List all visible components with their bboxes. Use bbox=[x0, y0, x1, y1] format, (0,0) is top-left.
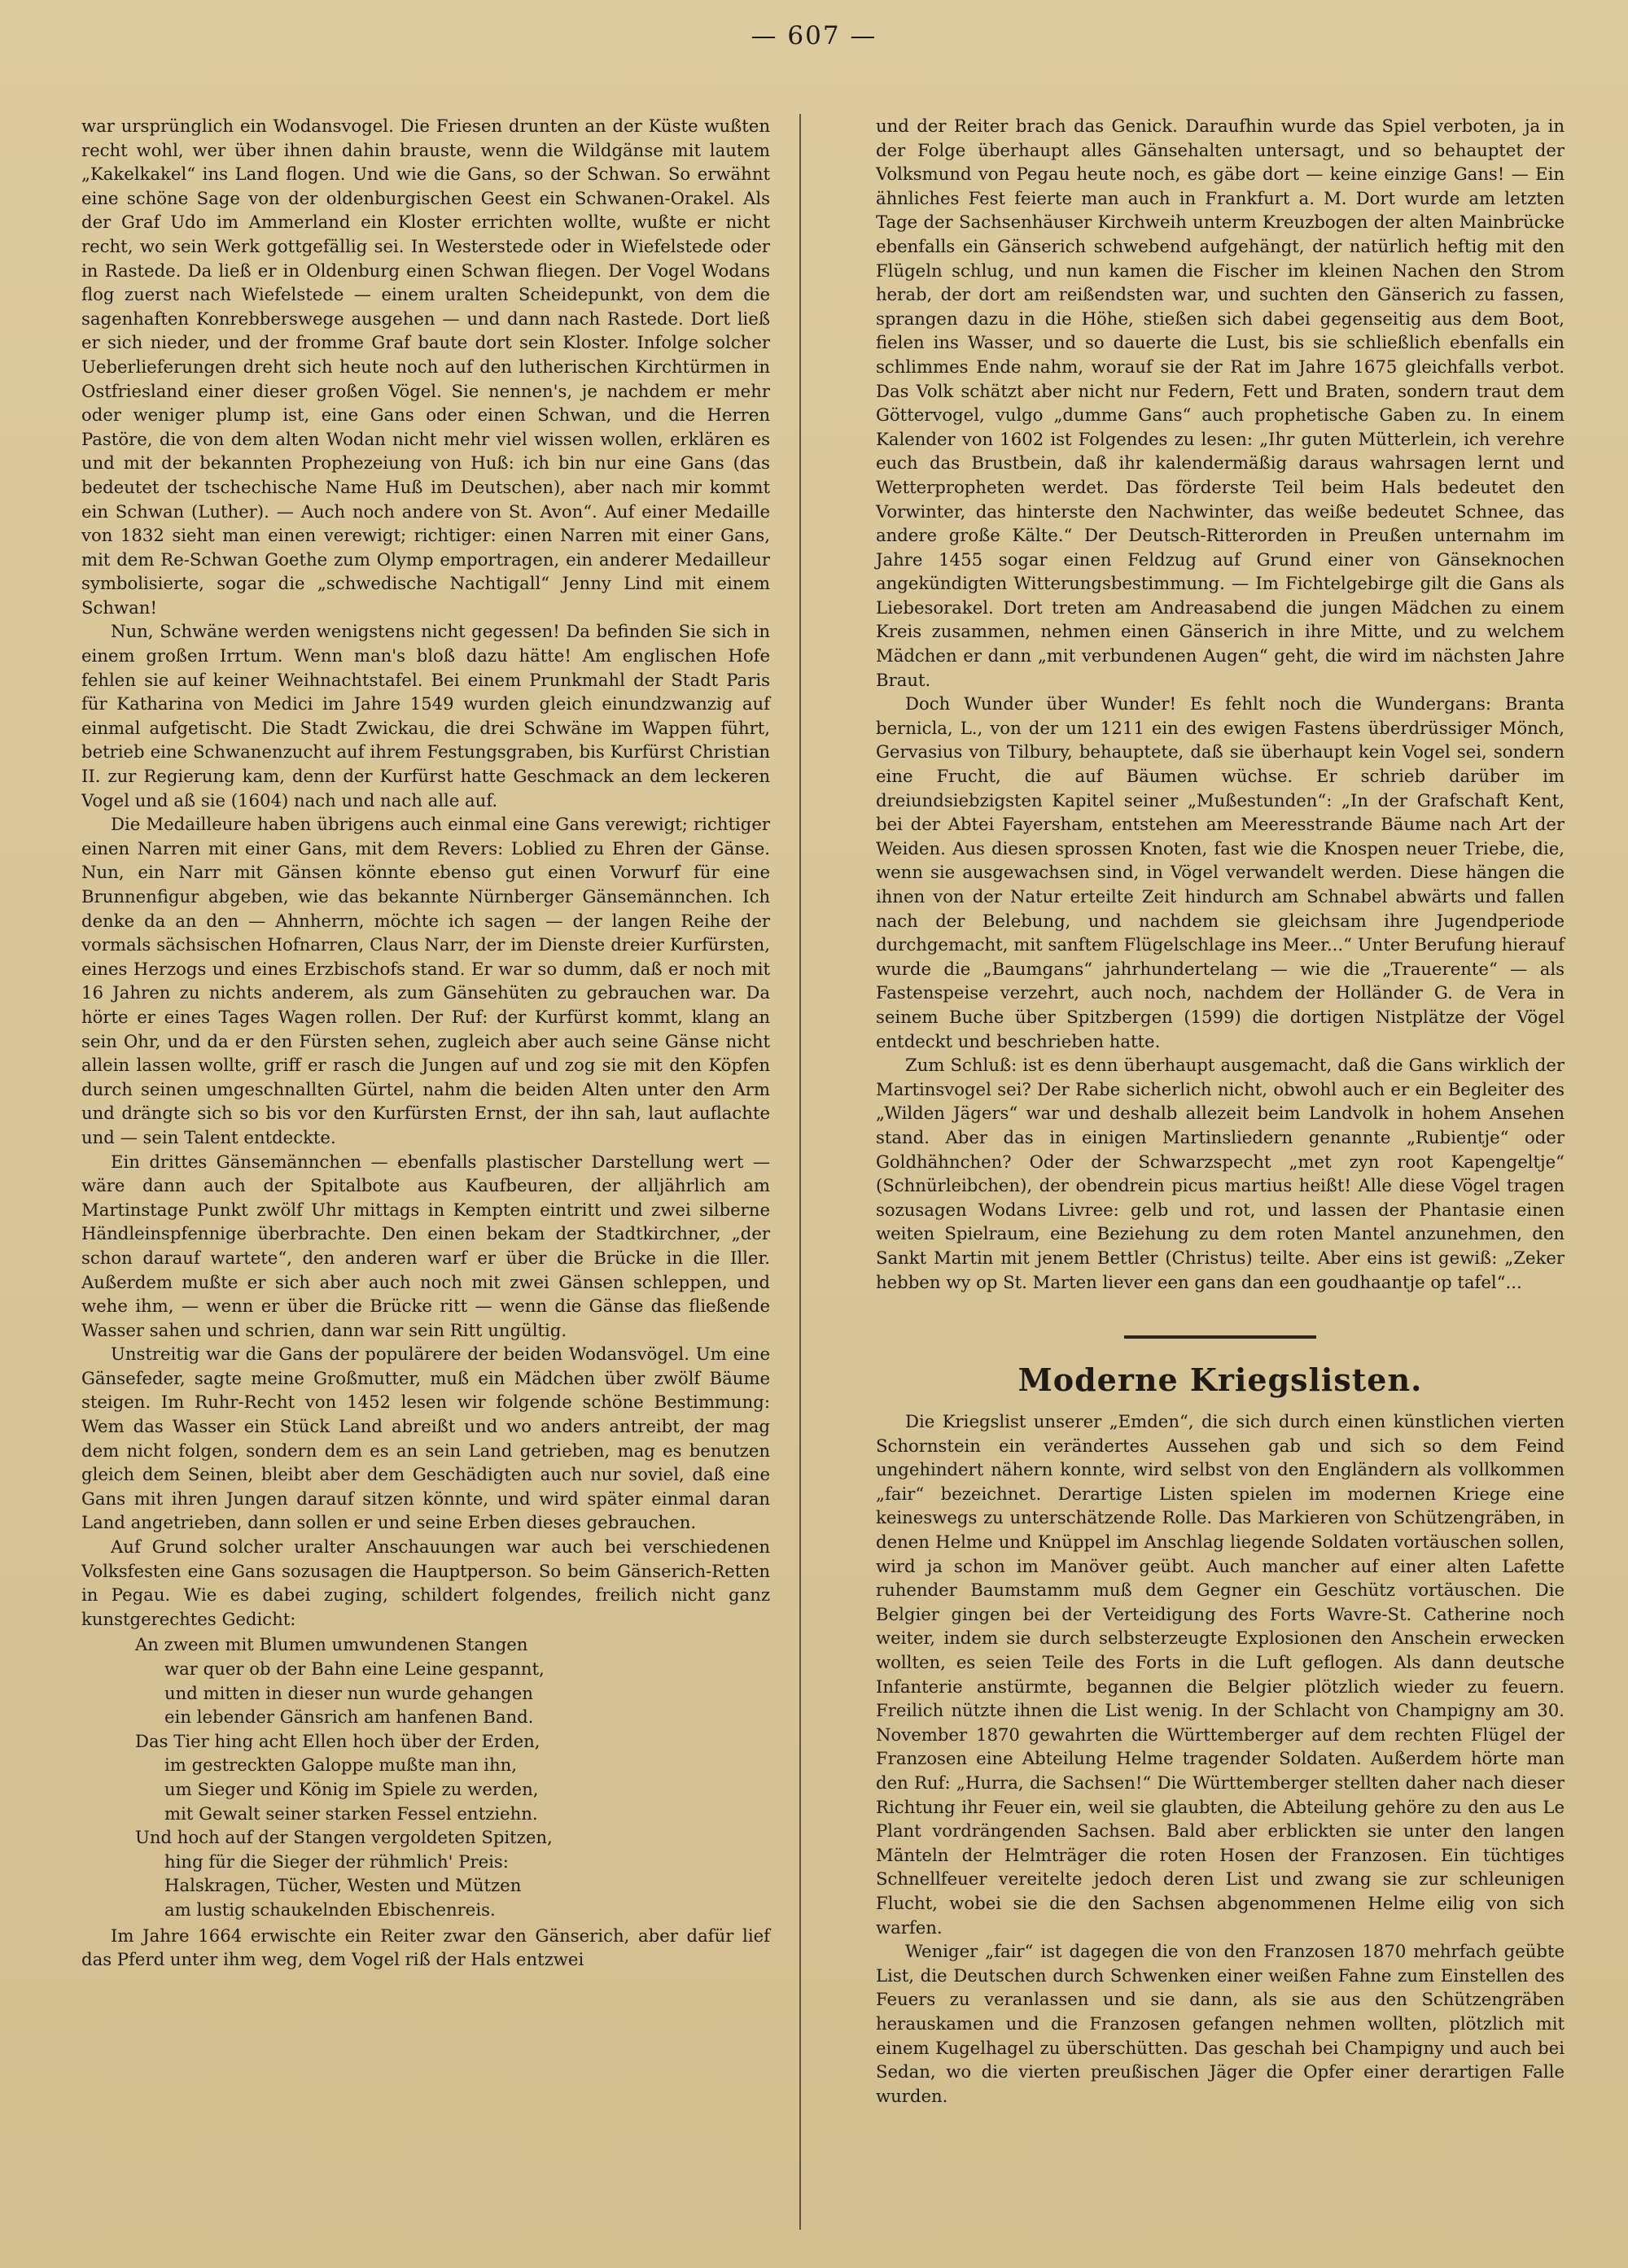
paragraph: Unstreitig war die Gans der populärere der beiden Wodansvögel. Um eine Gänsefeder, sagte meine Großmutter, muß ein Mädchen über zwölf Bäume steigen. Im Ruhr-Recht von 1452 lesen wir folgende schöne Bestimmung: Wem das Wasser ein Stück Land abreißt und wo anders antreibt, der mag dem nicht folgen, sondern dem es an sein Land getrieben, mag es benutzen gleich dem Seinen, bleibt aber dem Geschädigten auch nur soviel, daß eine Gans mit ihren Jungen darauf sitzen könnte, und wird später einmal daran Land angetrieben, dann sollen er und seine Erben dieses gebrauchen. bbox=[81, 1344, 770, 1533]
page-number: — 607 — bbox=[751, 21, 877, 50]
paragraph: Ein drittes Gänsemännchen — ebenfalls plastischer Darstellung wert — wäre dann auch der Spitalbote aus Kaufbeuren, der alljährlich am Martinstage Punkt zwölf Uhr mittags in Kempten eintritt und zwei silberne Händleinspfennige überbrachte. Den einen bekam der Stadtkirchner, „der schon darauf wartete“, den anderen warf er über die Brücke in die Iller. Außerdem mußte er sich aber auch noch mit zwei Gänsen schleppen, und wehe ihm, — wenn er über die Brücke ritt — wenn die Gänse das fließende Wasser sahen und schrien, dann war sein Ritt ungültig. bbox=[81, 1151, 770, 1340]
left-column bbox=[81, 114, 770, 2108]
poem-line: Halskragen, Tücher, Westen und Mützen bbox=[164, 1875, 522, 1896]
poem bbox=[135, 1632, 770, 1921]
poem-line: um Sieger und König im Spiele zu werden, bbox=[164, 1778, 539, 1799]
poem-line: mit Gewalt seiner starken Fessel entziehn. bbox=[164, 1803, 538, 1824]
paragraph: Die Medailleure haben übrigens auch einmal eine Gans verewigt; richtiger einen Narren mit einer Gans, mit dem Revers: Loblied zu Ehren der Gänse. Nun, ein Narr mit Gänsen könnte ebenso gut einen Vorwurf für eine Brunnenfigur abgeben, wie das bekannte Nürnberger Gänsemännchen. Ich denke da an den — Ahnherrn, möchte ich sagen — der langen Reihe der vormals sächsischen Hofnarren, Claus Narr, der im Dienste dreier Kurfürsten, eines Herzogs und eines Erzbischofs stand. Er war so dumm, daß er noch mit 16 Jahren zu nichts anderem, als zum Gänsehüten zu gebrauchen war. Da hörte er eines Tages Wagen rollen. Der Ruf: der Kurfürst kommt, klang an sein Ohr, und da er den Fürsten sehen, zugleich aber auch seine Gänse nicht allein lassen wollte, griff er rasch die Jungen auf und zog sie mit den Köpfen durch seinen umgeschnallten Gürtel, nahm die beiden Alten unter den Arm und drängte sich so bis vor den Kurfürsten Ernst, der ihn sah, laut auflachte und — sein Talent entdeckte. bbox=[81, 814, 770, 1147]
article-title: Moderne Kriegslisten. bbox=[1017, 1361, 1423, 1399]
poem-line: An zween mit Blumen umwundenen Stangen bbox=[135, 1634, 528, 1655]
poem-line: Das Tier hing acht Ellen hoch über der Erden, bbox=[135, 1730, 540, 1751]
poem-line: im gestreckten Galoppe mußte man ihn, bbox=[164, 1755, 517, 1776]
two-column-layout bbox=[81, 114, 1565, 2108]
paragraph: Die Kriegslist unserer „Emden“, die sich durch einen künstlichen vierten Schornstein ein verändertes Aussehen gab und sich so dem Feind ungehindert nähern konnte, wird selbst von den Engländern als vollkommen „fair“ bezeichnet. Derartige Listen spielen im modernen Kriege eine keineswegs zu unterschätzende Rolle. Das Markieren von Schützengräben, in denen Helme und Knüppel im Anschlag liegende Soldaten vortäuschen sollen, wird ja schon im Manöver geübt. Auch mancher auf einer alten Lafette ruhender Baumstamm muß dem Gegner ein Geschütz vortäuschen. Die Belgier gingen bei der Verteidigung des Forts Wavre-St. Catherine noch weiter, indem sie durch selbsterzeugte Explosionen den Anschein erwecken wollten, es seien Teile des Forts in die Luft geflogen. Als dann deutsche Infanterie anstürmte, begannen die Belgier plötzlich wieder zu feuern. Freilich nützte ihnen die List wenig. In der Schlacht von Champigny am 30. November 1870 gewahrten die Württemberger auf dem rechten Flügel der Franzosen eine Abteilung Helme tragender Soldaten. Außerdem hörte man den Ruf: „Hurra, die Sachsen!“ Die Württemberger stellten daher nach dieser Richtung ihr Feuer ein, weil sie glaubten, die Abteilung gehöre zu den aus Le Plant vordrängenden Sachsen. Bald aber erblickten sie unter den langen Mänteln der Helmträger die roten Hosen der Franzosen. Ein tüchtiges Schnellfeuer vereitelte jedoch deren List und zwang sie zur schleunigen Flucht, wobei sie die den Sachsen abgenommenen Helme eilig von sich warfen. bbox=[876, 1411, 1565, 1938]
poem-line: und mitten in dieser nun wurde gehangen bbox=[164, 1682, 533, 1703]
column-divider bbox=[799, 114, 801, 2230]
paragraph: und der Reiter brach das Genick. Daraufhin wurde das Spiel verboten, ja in der Folge überhaupt alles Gänsehalten untersagt, und so behauptet der Volksmund von Pegau heute noch, es gäbe dort — keine einzige Gans! — Ein ähnliches Fest feierte man auch in Frankfurt a. M. Dort wurde am letzten Tage der Sachsenhäuser Kirchweih unterm Kreuzbogen der alten Mainbrücke ebenfalls ein Gänserich schwebend aufgehängt, der natürlich heftig mit den Flügeln schlug, und nun kamen die Fischer im kleinen Nachen den Strom herab, der dort am reißendsten war, und suchten den Gänserich zu fassen, sprangen dazu in die Höhe, stießen sich dabei gegenseitig aus dem Boot, fielen ins Wasser, und so dauerte die Lust, bis sie schließlich ebenfalls ein schlimmes Ende nahm, worauf sie der Rat im Jahre 1675 gleichfalls verbot. Das Volk schätzt aber nicht nur Federn, Fett und Braten, sondern traut dem Göttervogel, vulgo „dumme Gans“ auch prophetische Gaben zu. In einem Kalender von 1602 ist Folgendes zu lesen: „Ihr guten Mütterlein, ich verehre euch das Brustbein, daß ihr kalendermäßig daraus wahrsagen lernt und Wetterpropheten werdet. Das förderste Teil beim Hals bedeutet den Vorwinter, das hinterste den Nachwinter, das weiße bedeutet Schnee, das andere große Kälte.“ Der Deutsch-Ritterorden in Preußen unternahm im Jahre 1455 sogar einen Feldzug auf Grund einer von Gänseknochen angekündigten Witterungsbestimmung. — Im Fichtelgebirge gilt die Gans als Liebesorakel. Dort treten am Andreasabend die jungen Mädchen zu einem Kreis zusammen, nehmen einen Gänserich in ihre Mitte, und zu welchem Mädchen er dann „mit verbundenen Augen“ geht, die wird im nächsten Jahre Braut. bbox=[876, 116, 1565, 690]
paragraph: Zum Schluß: ist es denn überhaupt ausgemacht, daß die Gans wirklich der Martinsvogel sei? Der Rabe sicherlich nicht, obwohl auch er ein Begleiter des „Wilden Jägers“ war und deshalb allezeit beim Landvolk in hohem Ansehen stand. Aber das in einigen Martinsliedern genannte „Rubientje“ oder Goldhähnchen? Oder der Schwarzspecht „met zyn root Kapengeltje“ (Schnürleibchen), der obendrein picus martius heißt! Alle diese Vögel tragen sozusagen Wodans Livree: gelb und rot, und lassen der Phantasie einen weiten Spielraum, eine Beziehung zu dem roten Mantel anzunehmen, den Sankt Martin mit jenem Bettler (Christus) teilte. Aber eins ist gewiß: „Zeker hebben wy op St. Marten liever een gans dan een goudhaantje op tafel“... bbox=[876, 1055, 1565, 1292]
article-separator bbox=[876, 1326, 1565, 1342]
poem-line: ein lebender Gänsrich am hanfenen Band. bbox=[164, 1706, 534, 1728]
poem-line: am lustig schaukelnden Ebischenreis. bbox=[164, 1899, 496, 1920]
right-column bbox=[876, 114, 1565, 2108]
poem-line: hing für die Sieger der rühmlich' Preis: bbox=[164, 1851, 509, 1872]
poem-line: war quer ob der Bahn eine Leine gespannt, bbox=[164, 1658, 545, 1679]
paragraph: Nun, Schwäne werden wenigstens nicht gegessen! Da befinden Sie sich in einem großen Irrtum. Wenn man's bloß dazu hätte! Am englischen Hofe fehlen sie auf keiner Weihnachtstafel. Bei einem Prunkmahl der Stadt Paris für Katharina von Medici im Jahre 1549 wurden gleich einundzwanzig auf einmal aufgetischt. Die Stadt Zwickau, die drei Schwäne im Wappen führt, betrieb eine Schwanenzucht auf ihrem Festungsgraben, bis Kurfürst Christian II. zur Regierung kam, denn der Kurfürst hatte Geschmack an dem leckeren Vogel und aß sie (1604) nach und nach alle auf. bbox=[81, 621, 770, 811]
paragraph: Doch Wunder über Wunder! Es fehlt noch die Wundergans: Branta bernicla, L., von der um 1211 ein des ewigen Fastens überdrüssiger Mönch, Gervasius von Tilbury, behauptete, daß sie überhaupt kein Vogel sei, sondern eine Frucht, die auf Bäumen wüchse. Er schrieb darüber im dreiundsiebzigsten Kapitel seiner „Mußestunden“: „In der Grafschaft Kent, bei der Abtei Fayersham, entstehen am Meeresstrande Bäume nach Art der Weiden. Aus diesen sprossen Knoten, fast wie die Knospen neuer Triebe, die, wenn sie ausgewachsen sind, in Vögel verwandelt werden. Diese hängen die ihnen von der Natur erteilte Zeit hindurch am Schnabel abwärts und fallen nach der Belebung, und nachdem sie gleichsam ihre Jugendperiode durchgemacht, mit sanftem Flügelschlage ins Meer...“ Unter Berufung hierauf wurde die „Baumgans“ jahrhundertelang — wie die „Trauerente“ — als Fastenspeise verzehrt, auch noch, nachdem der Holländer G. de Vera in seinem Buche über Spitzbergen (1599) die dortigen Nistplätze der Vögel entdeckt und beschrieben hatte. bbox=[876, 693, 1565, 1051]
paragraph: Im Jahre 1664 erwischte ein Reiter zwar den Gänserich, aber dafür lief das Pferd unter ihm weg, dem Vogel riß der Hals entzwei bbox=[81, 1925, 770, 1970]
paragraph: Weniger „fair“ ist dagegen die von den Franzosen 1870 mehrfach geübte List, die Deutschen durch Schwenken einer weißen Fahne zum Einstellen des Feuers zu veranlassen und sie dann, als sie aus den Schützengräben herauskamen und die Franzosen gefangen nehmen wollten, plötzlich mit einem Kugelhagel zu überschütten. Das geschah bei Champigny und auch bei Sedan, wo die vierten preußischen Jäger die Opfer einer derartigen Falle wurden. bbox=[876, 1941, 1565, 2106]
paragraph: war ursprünglich ein Wodansvogel. Die Friesen drunten an der Küste wußten recht wohl, wer über ihnen dahin brauste, wenn die Wildgänse mit lautem „Kakelkakel“ ins Land flogen. Und wie die Gans, so der Schwan. So erwähnt eine schöne Sage von der oldenburgischen Geest ein Schwanen-Orakel. Als der Graf Udo im Ammerland ein Kloster errichten wollte, wußte er nicht recht, wo sein Werk gottgefällig sei. In Westerstede oder in Wiefelstede oder in Rastede. Da ließ er in Oldenburg einen Schwan fliegen. Der Vogel Wodans flog zuerst nach Wiefelstede — einem uralten Scheidepunkt, von dem die sagenhaften Konrebberswege ausgehen — und dann nach Rastede. Dort ließ er sich nieder, und der fromme Graf baute dort sein Kloster. Infolge solcher Ueberlieferungen dreht sich heute noch auf den lutherischen Kirchtürmen in Ostfriesland einer dieser großen Vögel. Sie nennen's, je nachdem er mehr oder weniger plump ist, eine Gans oder einen Schwan, und die Herren Pastöre, die von dem alten Wodan nicht mehr viel wissen wollen, erklären es und mit der bekannten Prophezeiung von Huß: ich bin nur eine Gans (das bedeutet der tschechische Name Huß im Deutschen), aber nach mir kommt ein Schwan (Luther). — Auch noch andere von St. Avon“. Auf einer Medaille von 1832 sieht man einen verewigt; richtiger: einen Narren mit einer Gans, mit dem Re-Schwan Goethe zum Olymp emportragen, ein anderer Medailleur symbolisierte, sogar die „schwedische Nachtigall“ Jenny Lind mit einem Schwan! bbox=[81, 116, 770, 618]
paragraph: Auf Grund solcher uralter Anschauungen war auch bei verschiedenen Volksfesten eine Gans sozusagen die Hauptperson. So beim Gänserich-Retten in Pegau. Wie es dabei zuging, schildert folgendes, freilich nicht ganz kunstgerechtes Gedicht: bbox=[81, 1536, 770, 1629]
poem-line: Und hoch auf der Stangen vergoldeten Spitzen, bbox=[135, 1827, 553, 1848]
separator-rule bbox=[1124, 1335, 1316, 1339]
